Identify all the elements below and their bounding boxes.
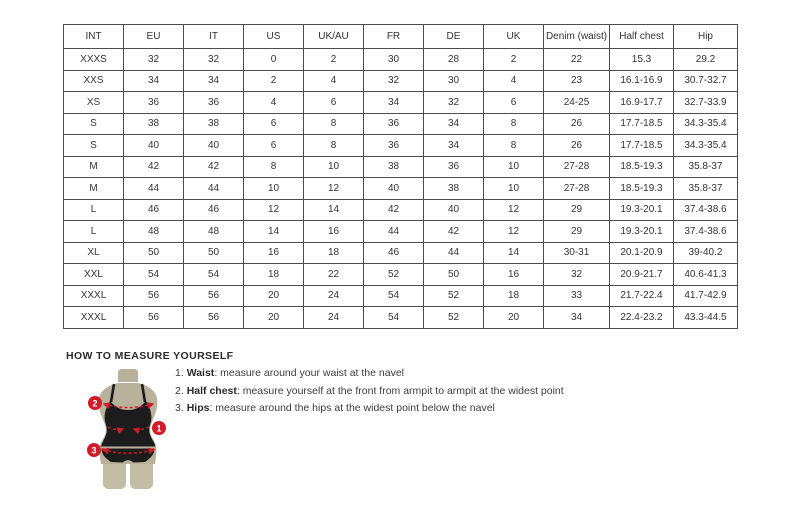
table-cell: XXS [64, 70, 124, 92]
svg-text:2: 2 [92, 398, 98, 409]
table-cell: 27-28 [544, 178, 610, 200]
table-cell: 34 [184, 70, 244, 92]
table-cell: 44 [364, 221, 424, 243]
table-cell: 26 [544, 135, 610, 157]
table-cell: 44 [124, 178, 184, 200]
table-cell: 23 [544, 70, 610, 92]
table-cell: 34 [424, 135, 484, 157]
table-cell: 20.9-21.7 [610, 264, 674, 286]
table-cell: 56 [124, 307, 184, 329]
table-cell: 50 [424, 264, 484, 286]
table-cell: 42 [424, 221, 484, 243]
table-row [64, 264, 738, 286]
table-cell: 20 [484, 307, 544, 329]
table-cell: 24 [304, 307, 364, 329]
table-cell: 56 [184, 307, 244, 329]
table-row [64, 49, 738, 71]
table-cell: 36 [364, 135, 424, 157]
column-header: Denim (waist) [544, 25, 610, 49]
mannequin-illustration [72, 368, 180, 492]
table-row [64, 178, 738, 200]
table-row [64, 113, 738, 135]
table-cell: 50 [124, 242, 184, 264]
table-cell: 56 [124, 285, 184, 307]
table-cell: 8 [304, 113, 364, 135]
table-cell: 30 [364, 49, 424, 71]
table-row [64, 70, 738, 92]
table-cell: 54 [364, 307, 424, 329]
table-cell: 52 [364, 264, 424, 286]
table-cell: 10 [244, 178, 304, 200]
table-cell: 46 [124, 199, 184, 221]
table-cell: 6 [244, 113, 304, 135]
table-cell: 54 [124, 264, 184, 286]
table-row [64, 307, 738, 329]
column-header: UK [484, 25, 544, 49]
table-cell: 12 [484, 199, 544, 221]
table-cell: 14 [484, 242, 544, 264]
table-cell: XL [64, 242, 124, 264]
table-cell: 36 [364, 113, 424, 135]
table-cell: 6 [244, 135, 304, 157]
table-cell: 10 [484, 178, 544, 200]
table-cell: 40 [364, 178, 424, 200]
table-cell: 12 [304, 178, 364, 200]
table-row [64, 221, 738, 243]
table-cell: 40 [184, 135, 244, 157]
table-cell: 29 [544, 199, 610, 221]
table-cell: 38 [424, 178, 484, 200]
table-cell: 28 [424, 49, 484, 71]
table-cell: 16 [304, 221, 364, 243]
size-conversion-table [63, 24, 737, 329]
measure-section-heading: HOW TO MEASURE YOURSELF [66, 350, 234, 362]
table-row [64, 135, 738, 157]
table-cell: 16.1-16.9 [610, 70, 674, 92]
table-cell: 8 [304, 135, 364, 157]
table-cell: 50 [184, 242, 244, 264]
table-cell: 40 [424, 199, 484, 221]
table-cell: 56 [184, 285, 244, 307]
column-header: IT [184, 25, 244, 49]
table-cell: 32.7-33.9 [674, 92, 738, 114]
table-cell: 30-31 [544, 242, 610, 264]
measure-instruction: 3. Hips: measure around the hips at the widest point below the navel [175, 402, 495, 414]
table-cell: 15.3 [610, 49, 674, 71]
column-header: EU [124, 25, 184, 49]
table-cell: 54 [364, 285, 424, 307]
table-cell: 18 [244, 264, 304, 286]
column-header: INT [64, 25, 124, 49]
table-cell: 52 [424, 285, 484, 307]
table-cell: 34 [364, 92, 424, 114]
size-table [63, 24, 738, 329]
table-cell: M [64, 156, 124, 178]
table-cell: 36 [124, 92, 184, 114]
table-cell: XS [64, 92, 124, 114]
table-cell: 19.3-20.1 [610, 199, 674, 221]
table-cell: 10 [484, 156, 544, 178]
table-cell: 36 [424, 156, 484, 178]
table-cell: L [64, 199, 124, 221]
table-cell: 18.5-19.3 [610, 178, 674, 200]
table-cell: S [64, 113, 124, 135]
table-cell: 27-28 [544, 156, 610, 178]
table-cell: 36 [184, 92, 244, 114]
table-cell: 2 [304, 49, 364, 71]
measurement-figure [72, 368, 180, 492]
table-cell: 33 [544, 285, 610, 307]
table-cell: 34 [124, 70, 184, 92]
column-header: US [244, 25, 304, 49]
table-cell: 12 [244, 199, 304, 221]
table-cell: 48 [124, 221, 184, 243]
table-row [64, 242, 738, 264]
table-cell: 8 [484, 135, 544, 157]
table-cell: 2 [244, 70, 304, 92]
table-cell: 4 [484, 70, 544, 92]
table-cell: 8 [484, 113, 544, 135]
table-cell: 35.8-37 [674, 178, 738, 200]
half-chest-marker [88, 396, 102, 410]
table-cell: XXXL [64, 285, 124, 307]
table-cell: 44 [424, 242, 484, 264]
measure-instruction: 2. Half chest: measure yourself at the front from armpit to armpit at the widest point [175, 384, 564, 397]
table-cell: 21.7-22.4 [610, 285, 674, 307]
table-cell: 38 [364, 156, 424, 178]
table-cell: 34.3-35.4 [674, 113, 738, 135]
table-cell: 4 [244, 92, 304, 114]
table-cell: 24-25 [544, 92, 610, 114]
table-cell: M [64, 178, 124, 200]
table-cell: 44 [184, 178, 244, 200]
table-cell: 42 [124, 156, 184, 178]
table-cell: 0 [244, 49, 304, 71]
table-cell: 26 [544, 113, 610, 135]
table-cell: 52 [424, 307, 484, 329]
table-cell: 12 [484, 221, 544, 243]
table-cell: 18.5-19.3 [610, 156, 674, 178]
table-cell: 24 [304, 285, 364, 307]
table-cell: 20 [244, 307, 304, 329]
table-cell: XXXS [64, 49, 124, 71]
table-cell: 32 [544, 264, 610, 286]
table-header-row [64, 25, 738, 49]
table-cell: 14 [244, 221, 304, 243]
table-cell: 19.3-20.1 [610, 221, 674, 243]
table-cell: 42 [184, 156, 244, 178]
table-cell: 48 [184, 221, 244, 243]
table-cell: 6 [484, 92, 544, 114]
table-cell: 18 [484, 285, 544, 307]
table-cell: 34.3-35.4 [674, 135, 738, 157]
table-cell: 37.4-38.6 [674, 221, 738, 243]
table-row [64, 285, 738, 307]
table-cell: 32 [364, 70, 424, 92]
table-cell: 30 [424, 70, 484, 92]
table-cell: 6 [304, 92, 364, 114]
table-cell: 37.4-38.6 [674, 199, 738, 221]
column-header: Half chest [610, 25, 674, 49]
table-cell: 30.7-32.7 [674, 70, 738, 92]
table-cell: 22 [304, 264, 364, 286]
table-cell: XXL [64, 264, 124, 286]
table-cell: 16 [484, 264, 544, 286]
table-cell: 32 [424, 92, 484, 114]
table-cell: 29 [544, 221, 610, 243]
table-cell: 16.9-17.7 [610, 92, 674, 114]
svg-text:3: 3 [91, 445, 97, 456]
table-row [64, 199, 738, 221]
waist-marker [152, 421, 166, 435]
column-header: UK/AU [304, 25, 364, 49]
table-cell: 40 [124, 135, 184, 157]
table-cell: 35.8-37 [674, 156, 738, 178]
table-cell: 2 [484, 49, 544, 71]
table-cell: 22 [544, 49, 610, 71]
table-cell: 16 [244, 242, 304, 264]
table-cell: 14 [304, 199, 364, 221]
table-cell: 54 [184, 264, 244, 286]
table-row [64, 156, 738, 178]
table-cell: 20.1-20.9 [610, 242, 674, 264]
table-cell: 46 [184, 199, 244, 221]
table-cell: 46 [364, 242, 424, 264]
measure-instructions [175, 367, 564, 420]
table-cell: XXXL [64, 307, 124, 329]
table-cell: 34 [544, 307, 610, 329]
column-header: FR [364, 25, 424, 49]
table-cell: 32 [124, 49, 184, 71]
svg-text:1: 1 [156, 423, 162, 434]
table-cell: 38 [124, 113, 184, 135]
table-cell: 29.2 [674, 49, 738, 71]
measure-instruction: 1. Waist: measure around your waist at the navel [175, 367, 404, 379]
table-cell: 20 [244, 285, 304, 307]
table-cell: 17.7-18.5 [610, 135, 674, 157]
table-cell: 8 [244, 156, 304, 178]
table-cell: 22.4-23.2 [610, 307, 674, 329]
table-cell: 32 [184, 49, 244, 71]
table-cell: 17.7-18.5 [610, 113, 674, 135]
table-cell: 18 [304, 242, 364, 264]
table-row [64, 92, 738, 114]
table-cell: 39-40.2 [674, 242, 738, 264]
column-header: Hip [674, 25, 738, 49]
table-cell: 38 [184, 113, 244, 135]
table-cell: 4 [304, 70, 364, 92]
table-cell: 43.3-44.5 [674, 307, 738, 329]
table-cell: 40.6-41.3 [674, 264, 738, 286]
column-header: DE [424, 25, 484, 49]
table-cell: 34 [424, 113, 484, 135]
table-cell: 42 [364, 199, 424, 221]
table-cell: 10 [304, 156, 364, 178]
hips-marker [87, 443, 101, 457]
table-cell: 41.7-42.9 [674, 285, 738, 307]
table-cell: L [64, 221, 124, 243]
table-cell: S [64, 135, 124, 157]
